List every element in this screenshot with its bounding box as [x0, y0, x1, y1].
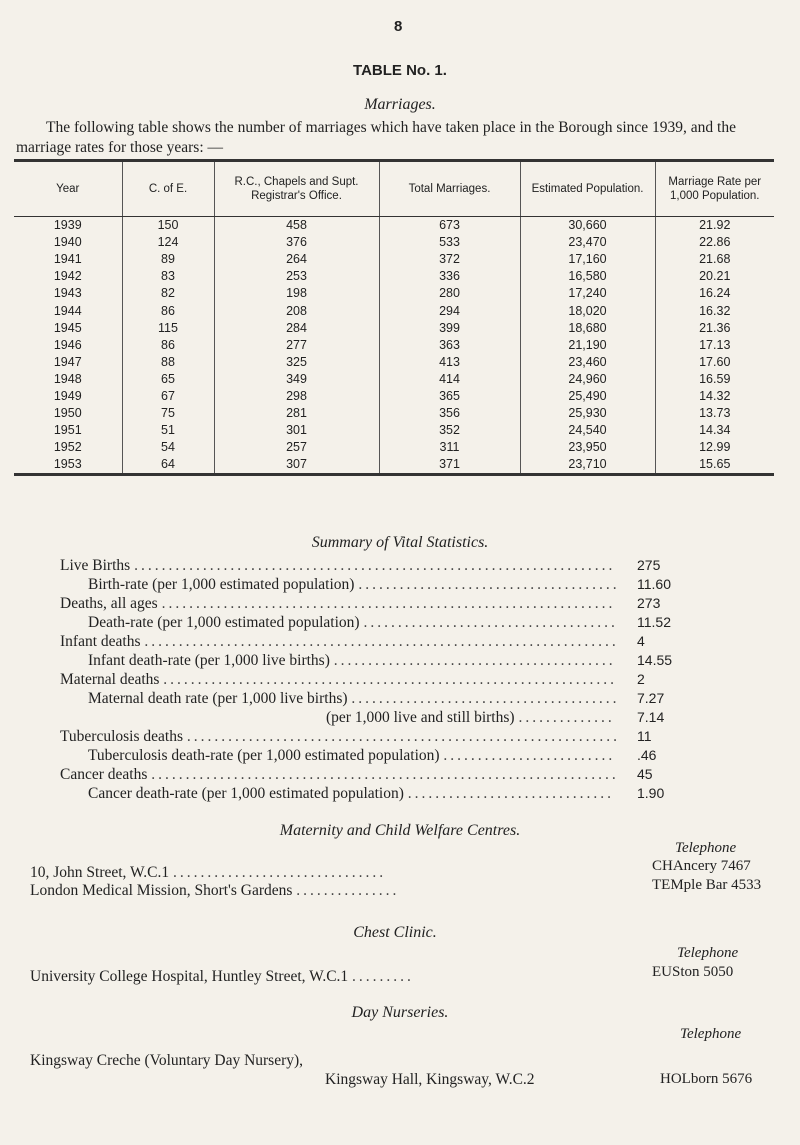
- table-cell: 336: [379, 268, 520, 285]
- table-cell: 13.73: [655, 405, 774, 422]
- summary-item-label: Death-rate (per 1,000 estimated population) .....................................: [88, 614, 618, 631]
- table-cell: 24,960: [520, 371, 655, 388]
- table-cell: 399: [379, 320, 520, 337]
- table-cell: 1952: [53, 440, 82, 455]
- table-cell: 17,160: [520, 251, 655, 268]
- nurseries-address-line-2: Kingsway Hall, Kingsway, W.C.2: [325, 1071, 535, 1088]
- maternity-entry-1-phone: CHAncery 7467: [652, 858, 751, 874]
- summary-item: [60, 557, 740, 575]
- summary-item-value: 1.90: [637, 785, 665, 801]
- chest-address: University College Hospital, Huntley Street, W.C.1 .........: [30, 968, 414, 985]
- table-row: [14, 320, 774, 337]
- table-cell: 15.65: [655, 456, 774, 475]
- table-cell: 86: [122, 302, 214, 319]
- table-cell: 1946: [53, 337, 82, 352]
- table-cell: 23,710: [520, 456, 655, 475]
- chest-telephone-label: Telephone: [677, 945, 739, 961]
- table-cell: 21.68: [655, 251, 774, 268]
- table-row: [14, 371, 774, 388]
- summary-item-value: 273: [637, 595, 661, 611]
- marriages-table: [14, 159, 774, 476]
- summary-item: [60, 709, 740, 727]
- table-cell: 67: [122, 388, 214, 405]
- table-cell: 1949: [53, 388, 82, 403]
- summary-item-value: 45: [637, 766, 653, 782]
- table-cell: 1940: [53, 235, 82, 250]
- table-cell: 1947: [53, 354, 82, 369]
- table-cell: 16.24: [655, 285, 774, 302]
- summary-item-value: 14.55: [637, 652, 673, 668]
- table-cell: 372: [379, 251, 520, 268]
- page-number: 8: [394, 18, 403, 35]
- table-cell: 365: [379, 388, 520, 405]
- header-rc-chapels: R.C., Chapels and Supt. Registrar's Office.: [214, 161, 379, 217]
- table-cell: 376: [214, 234, 379, 251]
- table-cell: 414: [379, 371, 520, 388]
- table-row: [14, 234, 774, 251]
- table-cell: 253: [214, 268, 379, 285]
- summary-item-label: (per 1,000 live and still births) ..............: [326, 709, 615, 726]
- summary-item: [60, 576, 740, 594]
- section-heading: Marriages.: [364, 96, 436, 113]
- table-row: [14, 217, 774, 235]
- table-row: [14, 302, 774, 319]
- chest-phone: EUSton 5050: [652, 964, 734, 980]
- summary-item: [60, 690, 740, 708]
- table-cell: 277: [214, 337, 379, 354]
- table-cell: 1951: [53, 423, 82, 438]
- table-row: [14, 422, 774, 439]
- summary-item-label: Tuberculosis deaths ...............................................................: [60, 728, 620, 745]
- summary-item: [60, 728, 740, 746]
- table-cell: 1939: [53, 218, 82, 233]
- summary-item: [60, 747, 740, 765]
- summary-item-label: Birth-rate (per 1,000 estimated population) ......................................: [88, 576, 620, 593]
- table-cell: 23,470: [520, 234, 655, 251]
- summary-item-value: .46: [637, 747, 657, 763]
- table-cell: 17.60: [655, 354, 774, 371]
- table-body: [14, 217, 774, 475]
- table-cell: 23,460: [520, 354, 655, 371]
- table-cell: 25,930: [520, 405, 655, 422]
- nurseries-telephone-label: Telephone: [680, 1026, 742, 1042]
- header-year: Year: [14, 161, 122, 217]
- summary-item-value: 275: [637, 557, 661, 573]
- table-cell: 280: [379, 285, 520, 302]
- table-cell: 16,580: [520, 268, 655, 285]
- table-cell: 16.32: [655, 302, 774, 319]
- table-row: [14, 354, 774, 371]
- summary-item-label: Cancer death-rate (per 1,000 estimated population) ..............................: [88, 785, 615, 802]
- header-marriage-rate: Marriage Rate per 1,000 Population.: [655, 161, 774, 217]
- table-cell: 284: [214, 320, 379, 337]
- table-cell: 14.34: [655, 422, 774, 439]
- table-row: [14, 285, 774, 302]
- maternity-telephone-label: Telephone: [675, 840, 737, 856]
- table-cell: 64: [122, 456, 214, 475]
- summary-item-label: Cancer deaths ....................................................................: [60, 766, 619, 783]
- table-cell: 208: [214, 302, 379, 319]
- table-cell: 24,540: [520, 422, 655, 439]
- summary-item-label: Infant deaths .....................................................................: [60, 633, 619, 650]
- summary-heading: Summary of Vital Statistics.: [311, 534, 489, 551]
- summary-item-value: 2: [637, 671, 645, 687]
- table-cell: 23,950: [520, 439, 655, 456]
- summary-item-label: Live Births ......................................................................: [60, 557, 616, 574]
- table-cell: 257: [214, 439, 379, 456]
- table-cell: 356: [379, 405, 520, 422]
- table-cell: 54: [122, 439, 214, 456]
- table-cell: 352: [379, 422, 520, 439]
- table-cell: 307: [214, 456, 379, 475]
- table-cell: 16.59: [655, 371, 774, 388]
- summary-item-label: Maternal deaths ..................................................................: [60, 671, 618, 688]
- table-cell: 22.86: [655, 234, 774, 251]
- table-cell: 65: [122, 371, 214, 388]
- table-cell: 198: [214, 285, 379, 302]
- header-total-marriages: Total Marriages.: [379, 161, 520, 217]
- nurseries-phone: HOLborn 5676: [660, 1071, 753, 1087]
- summary-item: [60, 633, 740, 651]
- table-cell: 264: [214, 251, 379, 268]
- table-cell: 17.13: [655, 337, 774, 354]
- table-cell: 82: [122, 285, 214, 302]
- table-cell: 89: [122, 251, 214, 268]
- table-cell: 1942: [53, 269, 82, 284]
- table-row: [14, 268, 774, 285]
- intro-paragraph: The following table shows the number of marriages which have taken place in the Borough since 1939, and the marriage rates for those years: —: [16, 119, 736, 156]
- table-cell: 21.36: [655, 320, 774, 337]
- table-cell: 1950: [53, 406, 82, 421]
- summary-item: [60, 595, 740, 613]
- table-cell: 51: [122, 422, 214, 439]
- summary-item-label: Infant death-rate (per 1,000 live births) .........................................: [88, 652, 616, 669]
- table-row: [14, 456, 774, 475]
- table-cell: 1948: [53, 371, 82, 386]
- table-cell: 21,190: [520, 337, 655, 354]
- table-cell: 458: [214, 217, 379, 235]
- table-cell: 298: [214, 388, 379, 405]
- nurseries-heading: Day Nurseries.: [351, 1004, 449, 1021]
- table-cell: 88: [122, 354, 214, 371]
- summary-item-value: 7.14: [637, 709, 665, 725]
- table-cell: 1941: [53, 252, 82, 267]
- table-cell: 301: [214, 422, 379, 439]
- table-cell: 349: [214, 371, 379, 388]
- table-row: [14, 405, 774, 422]
- table-cell: 17,240: [520, 285, 655, 302]
- table-cell: 83: [122, 268, 214, 285]
- header-c-of-e: C. of E.: [122, 161, 214, 217]
- summary-item-value: 11.52: [637, 614, 671, 630]
- table-cell: 18,680: [520, 320, 655, 337]
- table-cell: 1953: [14, 456, 122, 475]
- table-cell: 20.21: [655, 268, 774, 285]
- table-title: TABLE No. 1.: [353, 62, 447, 79]
- table-cell: 533: [379, 234, 520, 251]
- table-cell: 18,020: [520, 302, 655, 319]
- table-header-row: [14, 161, 774, 217]
- table-cell: 281: [214, 405, 379, 422]
- table-cell: 124: [122, 234, 214, 251]
- summary-item: [60, 671, 740, 689]
- maternity-entry-2-phone: TEMple Bar 4533: [652, 877, 762, 893]
- table-cell: 294: [379, 302, 520, 319]
- summary-item-value: 11.60: [637, 576, 671, 592]
- maternity-heading: Maternity and Child Welfare Centres.: [279, 822, 521, 839]
- table-cell: 75: [122, 405, 214, 422]
- table-cell: 1944: [53, 303, 82, 318]
- table-cell: 150: [122, 217, 214, 235]
- table-row: [14, 388, 774, 405]
- table-cell: 25,490: [520, 388, 655, 405]
- table-row: [14, 337, 774, 354]
- table-cell: 363: [379, 337, 520, 354]
- summary-item-label: Tuberculosis death-rate (per 1,000 estimated population) .........................: [88, 747, 616, 764]
- summary-item-label: Deaths, all ages ..................................................................: [60, 595, 616, 612]
- table-row: [14, 251, 774, 268]
- summary-item-value: 11: [637, 728, 652, 744]
- summary-item: [60, 766, 740, 784]
- table-row: [14, 439, 774, 456]
- table-cell: 30,660: [520, 217, 655, 235]
- summary-item-label: Maternal death rate (per 1,000 live births) .......................................: [88, 690, 620, 707]
- table-cell: 14.32: [655, 388, 774, 405]
- summary-item-value: 4: [637, 633, 645, 649]
- summary-item: [60, 785, 740, 803]
- table-cell: 12.99: [655, 439, 774, 456]
- summary-item: [60, 652, 740, 670]
- header-estimated-population: Estimated Population.: [520, 161, 655, 217]
- maternity-entry-2-address: London Medical Mission, Short's Gardens ...............: [30, 882, 400, 899]
- table-cell: 311: [379, 439, 520, 456]
- table-cell: 1943: [53, 286, 82, 301]
- table-cell: 673: [379, 217, 520, 235]
- table-cell: 86: [122, 337, 214, 354]
- nurseries-address-line-1: Kingsway Creche (Voluntary Day Nursery),: [30, 1052, 304, 1069]
- maternity-entry-1-address: 10, John Street, W.C.1 ...............................: [30, 864, 387, 881]
- table-cell: 371: [379, 456, 520, 475]
- chest-heading: Chest Clinic.: [353, 924, 437, 941]
- table-cell: 325: [214, 354, 379, 371]
- table-cell: 413: [379, 354, 520, 371]
- summary-item-value: 7.27: [637, 690, 665, 706]
- table-cell: 1945: [53, 320, 82, 335]
- table-cell: 115: [122, 320, 214, 337]
- summary-item: [60, 614, 740, 632]
- table-cell: 21.92: [655, 217, 774, 235]
